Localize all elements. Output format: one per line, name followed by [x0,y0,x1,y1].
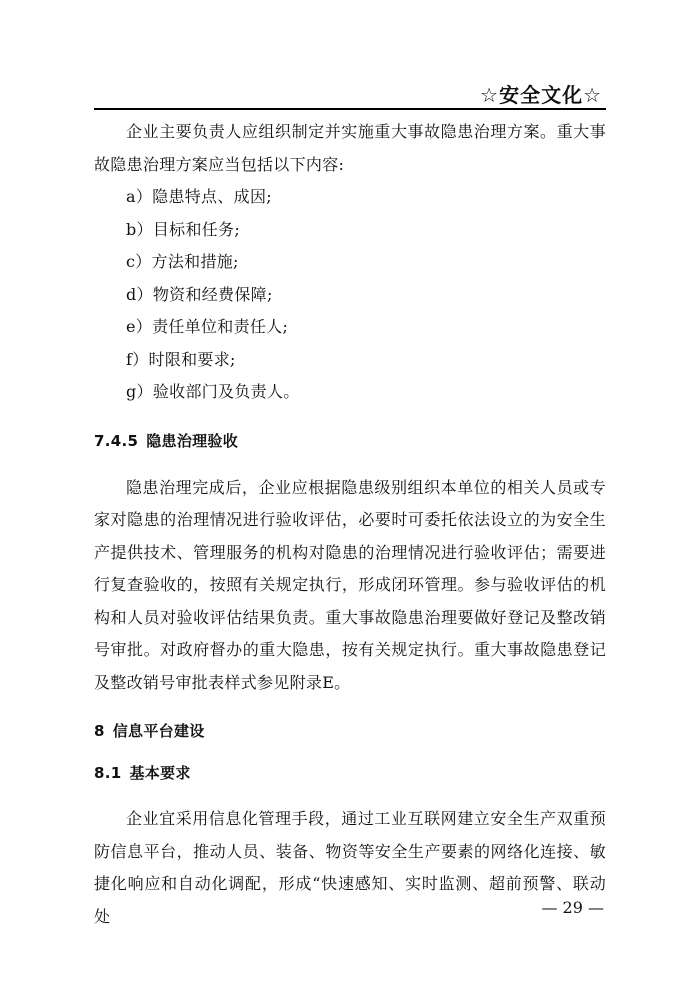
list-item: f）时限和要求; [126,349,236,369]
list-item: b）目标和任务; [126,219,241,239]
running-header-title: ☆安全文化☆ [480,83,602,107]
section-title: 基本要求 [129,764,191,782]
list-item: g）验收部门及负责人。 [126,382,300,401]
section-title: 信息平台建设 [112,722,205,740]
section-heading-7-4-5 [94,430,606,452]
section-number: 8.1 [94,764,122,782]
section-number: 8 [94,722,105,740]
section-7-4-5-paragraph: 隐患治理完成后，企业应根据隐患级别组织本单位的相关人员或专家对隐患的治理情况进行验收评估，必要时可委托依法设立的为安全生产提供技术、管理服务的机构对隐患的治理情况进行验收评估；需要进行复查验收的，按照有关规定执行，形成闭环管理。参与验收评估的机构和人员对验收评估结果负责。重大事故隐患治理要做好登记及整改销号审批。对政府督办的重大隐患，按有关规定执行。重大事故隐患登记及整改销号审批表样式参见附录E。 [94,477,606,692]
list-item: c）方法和措施; [126,252,239,271]
section-number: 7.4.5 [94,431,139,450]
list-item: d）物资和经费保障; [126,284,273,304]
list-item: e）责任单位和责任人; [126,317,289,336]
section-heading-8-1 [94,762,606,784]
page-number: — 29 — [541,898,604,917]
document-body [94,116,606,933]
content-list [94,181,606,409]
section-title: 隐患治理验收 [146,431,239,450]
intro-paragraph: 企业主要负责人应组织制定并实施重大事故隐患治理方案。重大事故隐患治理方案应当包括以下内容: [94,122,606,174]
header-divider [94,108,606,110]
list-item: a）隐患特点、成因; [126,187,272,206]
section-heading-8 [94,720,606,742]
section-8-1-paragraph: 企业宜采用信息化管理手段，通过工业互联网建立安全生产双重预防信息平台，推动人员、装备、物资等安全生产要素的网络化连接、敏捷化响应和自动化调配，形成“快速感知、实时监测、超前预警、联动处 [94,809,606,926]
